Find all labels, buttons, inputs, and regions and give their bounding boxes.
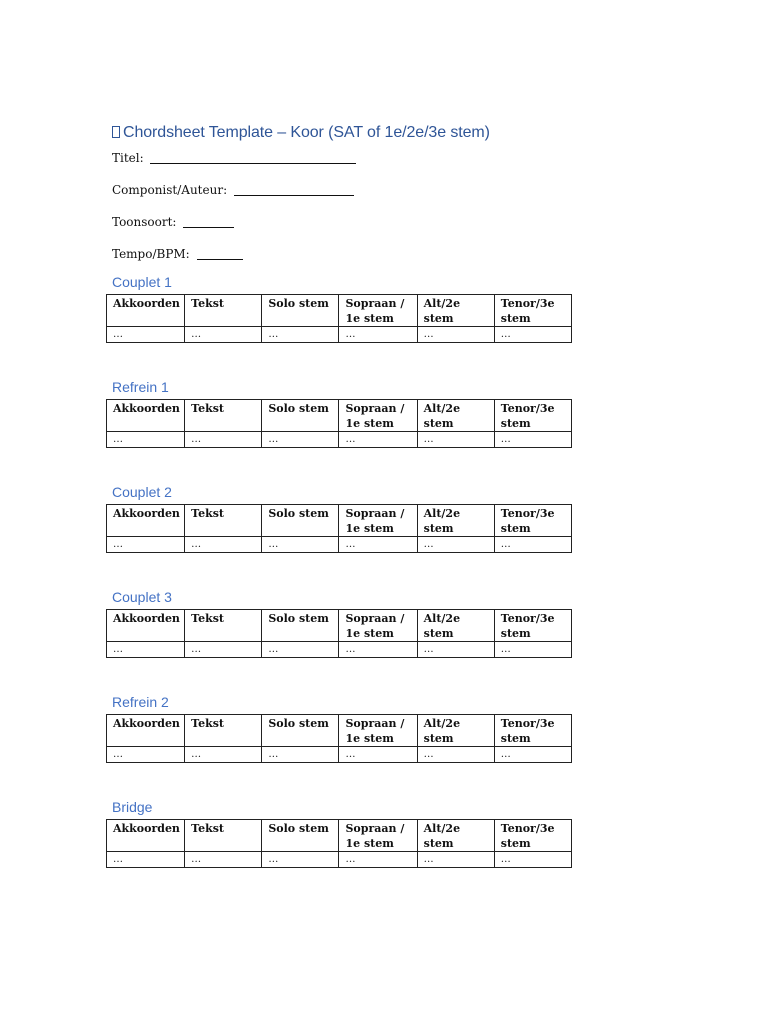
field-blank-line[interactable] xyxy=(197,247,243,260)
field-blank-line[interactable] xyxy=(150,151,356,164)
column-header: Alt/2e stem xyxy=(417,505,494,537)
column-header: Tenor/3e stem xyxy=(494,295,571,327)
table-cell[interactable]: … xyxy=(262,747,339,763)
column-header: Sopraan / 1e stem xyxy=(339,715,417,747)
field-titel xyxy=(112,150,576,166)
column-header: Akkoorden xyxy=(107,505,185,537)
table-cell[interactable]: … xyxy=(107,642,185,658)
table-cell[interactable]: … xyxy=(494,432,571,448)
table-header-row xyxy=(107,400,572,432)
field-label: Tempo/BPM: xyxy=(112,247,190,261)
table-cell[interactable]: … xyxy=(185,642,262,658)
column-header: Tenor/3e stem xyxy=(494,505,571,537)
table-cell[interactable]: … xyxy=(107,327,185,343)
column-header: Tenor/3e stem xyxy=(494,715,571,747)
column-header: Sopraan / 1e stem xyxy=(339,820,417,852)
chord-table xyxy=(106,294,572,343)
table-cell[interactable]: … xyxy=(417,852,494,868)
table-cell[interactable]: … xyxy=(417,327,494,343)
table-cell[interactable]: … xyxy=(494,537,571,553)
column-header: Sopraan / 1e stem xyxy=(339,505,417,537)
section-heading: Couplet 1 xyxy=(112,274,172,290)
column-header: Solo stem xyxy=(262,610,339,642)
column-header: Sopraan / 1e stem xyxy=(339,400,417,432)
field-componist xyxy=(112,182,576,198)
section-spacer xyxy=(106,763,576,799)
column-header: Alt/2e stem xyxy=(417,295,494,327)
document-page xyxy=(106,124,576,868)
field-label: Titel: xyxy=(112,151,144,165)
column-header: Tekst xyxy=(185,715,262,747)
chord-table xyxy=(106,819,572,868)
column-header: Solo stem xyxy=(262,505,339,537)
sections-container xyxy=(106,274,576,868)
table-cell[interactable]: … xyxy=(417,642,494,658)
table-cell[interactable]: … xyxy=(262,432,339,448)
table-cell[interactable]: … xyxy=(417,747,494,763)
section-couplet-1 xyxy=(106,274,576,379)
table-header-row xyxy=(107,295,572,327)
table-cell[interactable]: … xyxy=(494,642,571,658)
section-couplet-2 xyxy=(106,484,576,589)
table-cell[interactable]: … xyxy=(417,537,494,553)
document-title xyxy=(112,124,576,142)
table-cell[interactable]: … xyxy=(494,747,571,763)
table-cell[interactable]: … xyxy=(185,327,262,343)
table-row xyxy=(107,747,572,763)
section-spacer xyxy=(106,553,576,589)
column-header: Solo stem xyxy=(262,715,339,747)
section-heading: Couplet 3 xyxy=(112,589,172,605)
field-label: Componist/Auteur: xyxy=(112,183,228,197)
section-refrein-1 xyxy=(106,379,576,484)
column-header: Tenor/3e stem xyxy=(494,820,571,852)
column-header: Tenor/3e stem xyxy=(494,610,571,642)
table-cell[interactable]: … xyxy=(107,747,185,763)
column-header: Alt/2e stem xyxy=(417,610,494,642)
table-row xyxy=(107,327,572,343)
column-header: Solo stem xyxy=(262,400,339,432)
column-header: Akkoorden xyxy=(107,400,185,432)
section-spacer xyxy=(106,343,576,379)
column-header: Tekst xyxy=(185,505,262,537)
table-row xyxy=(107,537,572,553)
chord-table xyxy=(106,399,572,448)
column-header: Solo stem xyxy=(262,295,339,327)
table-cell[interactable]: … xyxy=(107,537,185,553)
table-cell[interactable]: … xyxy=(339,642,417,658)
table-cell[interactable]: … xyxy=(494,327,571,343)
table-header-row xyxy=(107,715,572,747)
column-header: Tekst xyxy=(185,820,262,852)
table-cell[interactable]: … xyxy=(262,327,339,343)
column-header: Alt/2e stem xyxy=(417,820,494,852)
table-cell[interactable]: … xyxy=(339,747,417,763)
table-cell[interactable]: … xyxy=(262,642,339,658)
field-blank-line[interactable] xyxy=(183,215,234,228)
table-cell[interactable]: … xyxy=(339,327,417,343)
column-header: Alt/2e stem xyxy=(417,715,494,747)
column-header: Akkoorden xyxy=(107,820,185,852)
column-header: Solo stem xyxy=(262,820,339,852)
column-header: Sopraan / 1e stem xyxy=(339,610,417,642)
table-cell[interactable]: … xyxy=(185,747,262,763)
section-heading: Refrein 2 xyxy=(112,694,169,710)
column-header: Tekst xyxy=(185,610,262,642)
table-cell[interactable]: … xyxy=(417,432,494,448)
table-cell[interactable]: … xyxy=(262,852,339,868)
field-blank-line[interactable] xyxy=(234,183,354,196)
table-header-row xyxy=(107,610,572,642)
missing-glyph-icon xyxy=(112,126,120,138)
section-heading: Refrein 1 xyxy=(112,379,169,395)
table-cell[interactable]: … xyxy=(185,852,262,868)
table-cell[interactable]: … xyxy=(494,852,571,868)
table-cell[interactable]: … xyxy=(185,432,262,448)
field-label: Toonsoort: xyxy=(112,215,177,229)
section-couplet-3 xyxy=(106,589,576,694)
column-header: Akkoorden xyxy=(107,610,185,642)
section-heading: Couplet 2 xyxy=(112,484,172,500)
section-heading: Bridge xyxy=(112,799,153,815)
table-cell[interactable]: … xyxy=(107,852,185,868)
chord-table xyxy=(106,504,572,553)
section-refrein-2 xyxy=(106,694,576,799)
chord-table xyxy=(106,609,572,658)
column-header: Akkoorden xyxy=(107,715,185,747)
table-header-row xyxy=(107,505,572,537)
table-cell[interactable]: … xyxy=(339,537,417,553)
table-row xyxy=(107,432,572,448)
table-cell[interactable]: … xyxy=(107,432,185,448)
column-header: Tenor/3e stem xyxy=(494,400,571,432)
table-cell[interactable]: … xyxy=(339,432,417,448)
section-bridge xyxy=(106,799,576,868)
field-toonsoort xyxy=(112,214,576,230)
field-tempo xyxy=(112,246,576,262)
table-header-row xyxy=(107,820,572,852)
table-cell[interactable]: … xyxy=(185,537,262,553)
column-header: Sopraan / 1e stem xyxy=(339,295,417,327)
table-row xyxy=(107,852,572,868)
column-header: Alt/2e stem xyxy=(417,400,494,432)
table-cell[interactable]: … xyxy=(339,852,417,868)
column-header: Akkoorden xyxy=(107,295,185,327)
document-title-text: Chordsheet Template – Koor (SAT of 1e/2e/3e stem) xyxy=(123,124,490,141)
table-cell[interactable]: … xyxy=(262,537,339,553)
column-header: Tekst xyxy=(185,400,262,432)
table-row xyxy=(107,642,572,658)
section-spacer xyxy=(106,658,576,694)
section-spacer xyxy=(106,448,576,484)
column-header: Tekst xyxy=(185,295,262,327)
chord-table xyxy=(106,714,572,763)
